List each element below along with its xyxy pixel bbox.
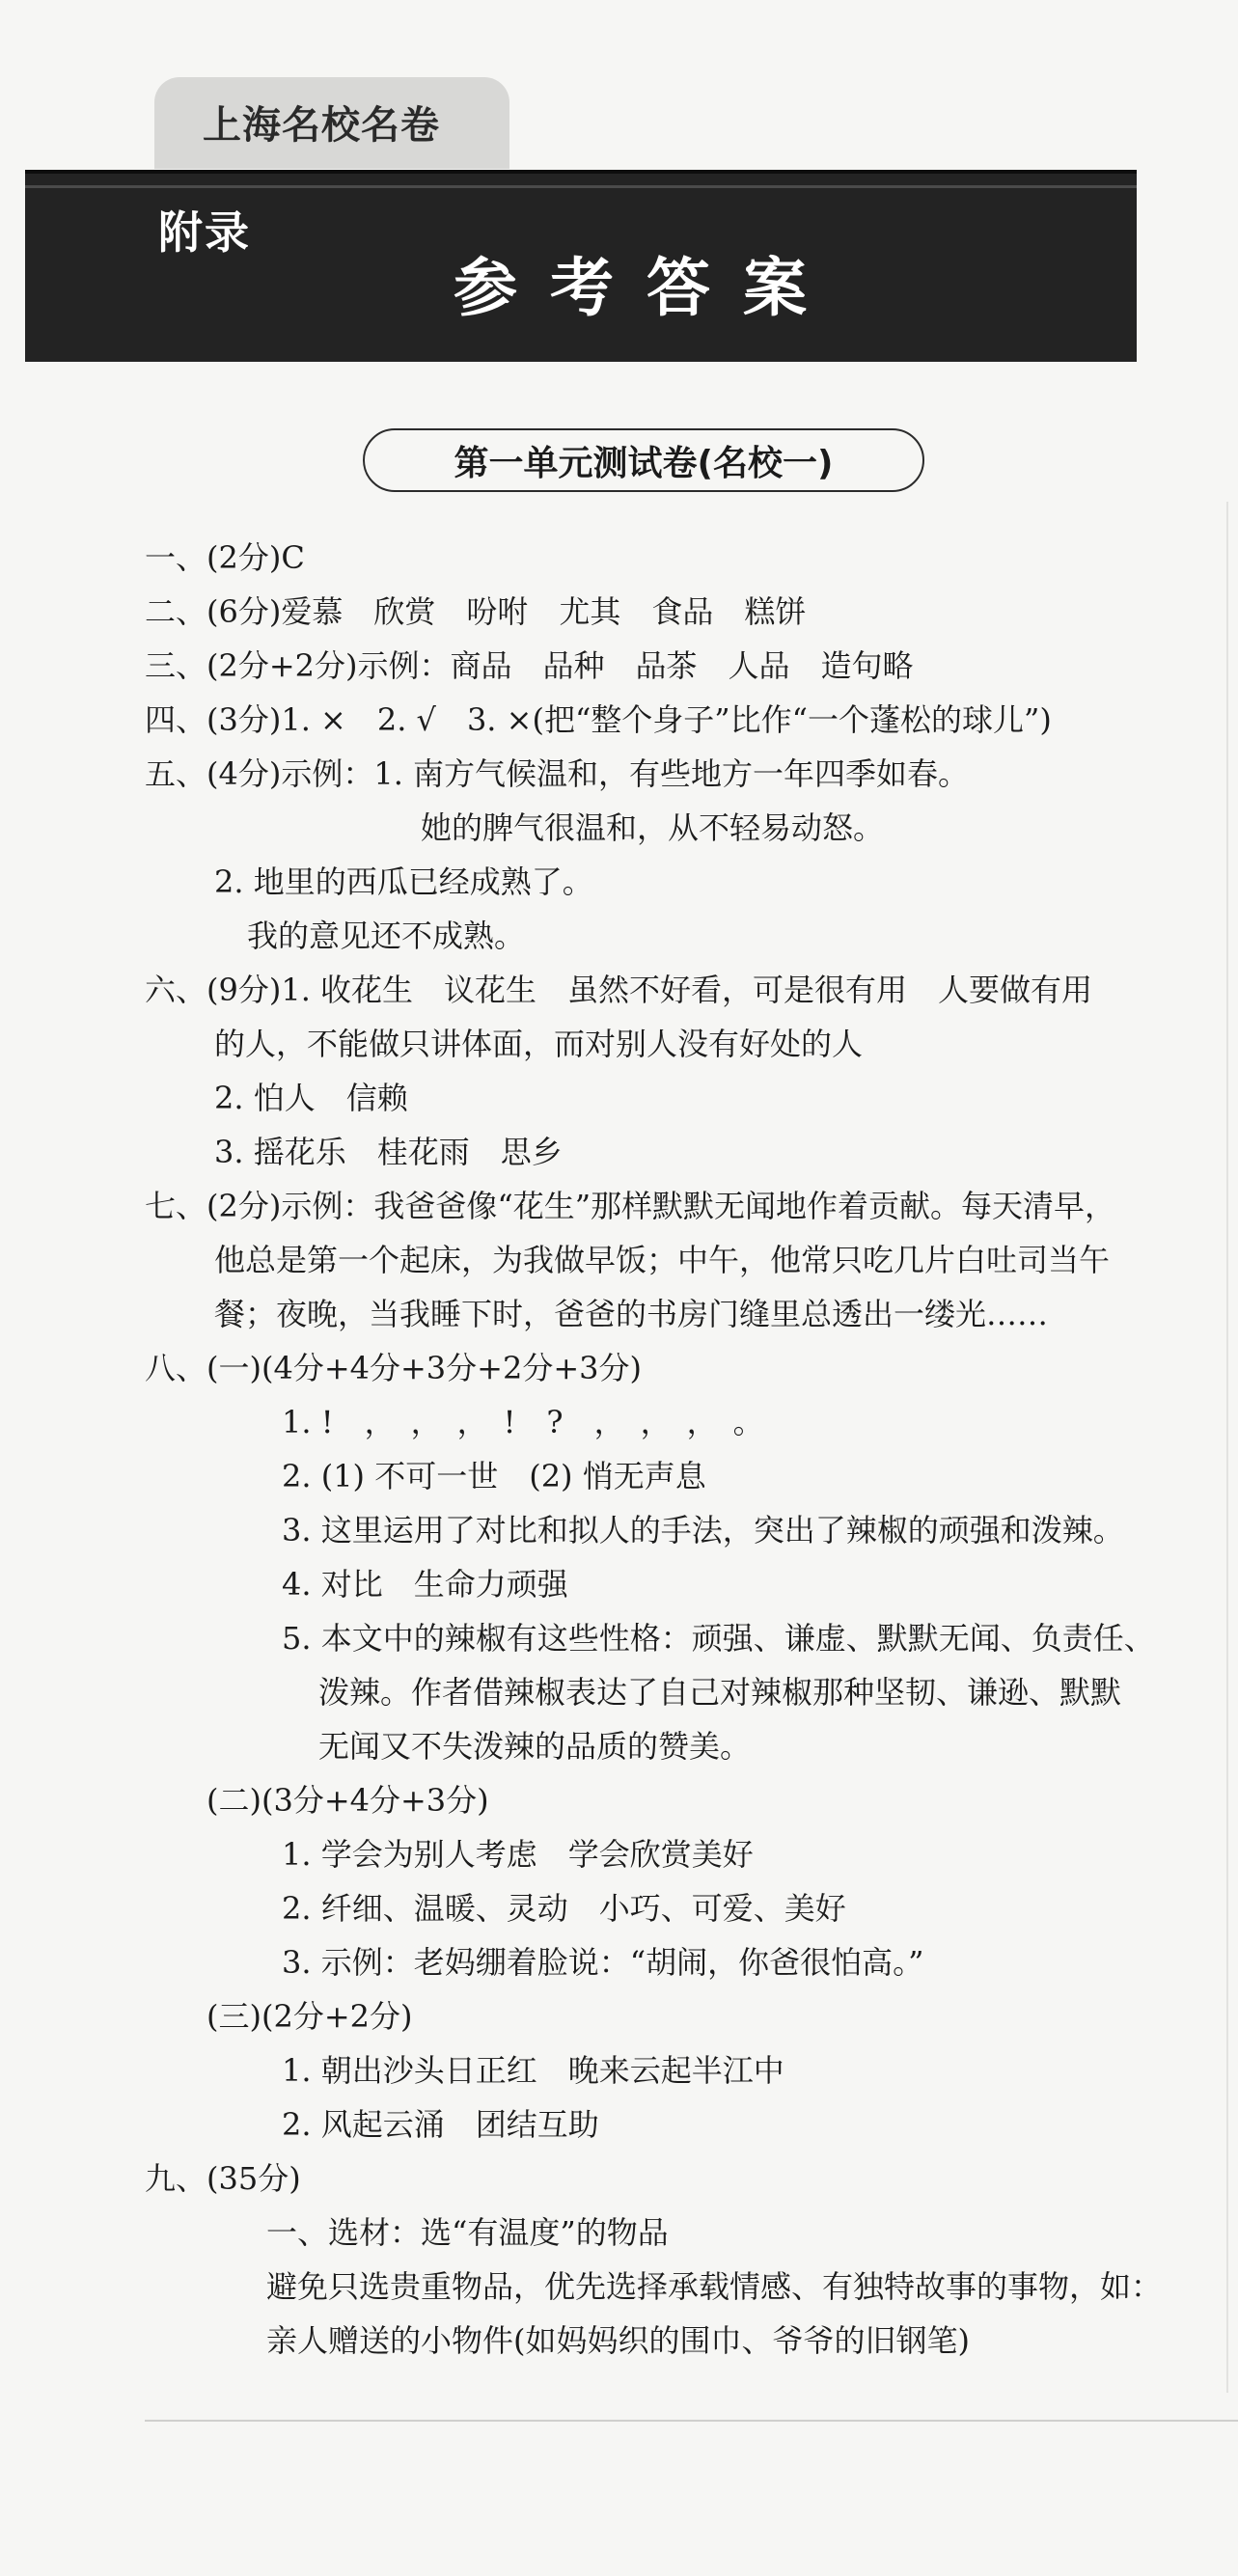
answer-line: 2. 地里的西瓜已经成熟了。 <box>214 863 593 900</box>
bottom-divider <box>145 2420 1238 2422</box>
answer-line: 八、(一)(4分+4分+3分+2分+3分) <box>145 1350 642 1386</box>
answer-line: 五、(4分)示例：1. 南方气候温和，有些地方一年四季如春。 <box>145 755 970 792</box>
answer-line: (二)(3分+4分+3分) <box>206 1782 489 1819</box>
answer-line: 4. 对比 生命力顽强 <box>282 1566 568 1603</box>
answer-line: 1. ! ， ， ， ! ? ， ， ， 。 <box>282 1404 764 1440</box>
answer-line: 的人，不能做只讲体面，而对别人没有好处的人 <box>214 1026 864 1062</box>
answer-line: 三、(2分+2分)示例：商品 品种 品茶 人品 造句略 <box>145 647 914 684</box>
page-edge-divider <box>1226 502 1228 2393</box>
answer-line: 他总是第一个起床，为我做早饭；中午，他常只吃几片白吐司当午 <box>214 1242 1111 1278</box>
answer-line: 1. 学会为别人考虑 学会欣赏美好 <box>282 1836 754 1873</box>
series-label: 上海名校名卷 <box>203 103 440 148</box>
answer-line: 3. 这里运用了对比和拟人的手法，突出了辣椒的顽强和泼辣。 <box>282 1512 1124 1548</box>
banner-divider <box>25 185 1137 188</box>
answer-line: 3. 摇花乐 桂花雨 思乡 <box>214 1134 563 1170</box>
answer-line: 一、选材：选“有温度”的物品 <box>266 2214 669 2251</box>
answer-line: 亲人赠送的小物件(如妈妈织的围巾、爷爷的旧钢笔) <box>266 2322 970 2359</box>
answer-line: 2. 怕人 信赖 <box>214 1080 408 1116</box>
answer-line: 2. (1) 不可一世 (2) 悄无声息 <box>282 1458 706 1494</box>
answer-line: 1. 朝出沙头日正红 晚来云起半江中 <box>282 2052 784 2089</box>
answer-line: 四、(3分)1. × 2. √ 3. ×(把“整个身子”比作“一个蓬松的球儿”) <box>145 701 1052 738</box>
appendix-label: 附录 <box>158 206 251 259</box>
page-title: 参考答案 <box>454 251 839 325</box>
answer-line: 六、(9分)1. 收花生 议花生 虽然不好看，可是很有用 人要做有用 <box>145 972 1093 1008</box>
section-title: 第一单元测试卷(名校一) <box>363 428 924 492</box>
answer-line: 3. 示例：老妈绷着脸说：“胡闹，你爸很怕高。” <box>282 1944 924 1981</box>
answer-line: 无闻又不失泼辣的品质的赞美。 <box>318 1728 752 1765</box>
answer-line: (三)(2分+2分) <box>206 1998 413 2035</box>
answer-line: 避免只选贵重物品，优先选择承载情感、有独特故事的事物，如： <box>266 2268 1163 2305</box>
answer-line: 九、(35分) <box>145 2160 301 2197</box>
answer-line: 七、(2分)示例：我爸爸像“花生”那样默默无闻地作着贡献。每天清早， <box>145 1188 1116 1224</box>
answer-line: 她的脾气很温和，从不轻易动怒。 <box>421 809 885 846</box>
answer-line: 一、(2分)C <box>145 539 305 576</box>
answer-line: 泼辣。作者借辣椒表达了自己对辣椒那种坚韧、谦逊、默默 <box>318 1674 1122 1711</box>
answer-line: 二、(6分)爱慕 欣赏 吩咐 尤其 食品 糕饼 <box>145 593 807 630</box>
answer-line: 餐；夜晚，当我睡下时，爸爸的书房门缝里总透出一缕光…… <box>214 1296 1049 1332</box>
answer-line: 2. 风起云涌 团结互助 <box>282 2106 599 2143</box>
answer-line: 我的意见还不成熟。 <box>247 918 526 954</box>
answer-line: 5. 本文中的辣椒有这些性格：顽强、谦虚、默默无闻、负责任、 <box>282 1620 1155 1657</box>
answer-line: 2. 纤细、温暖、灵动 小巧、可爱、美好 <box>282 1890 846 1927</box>
